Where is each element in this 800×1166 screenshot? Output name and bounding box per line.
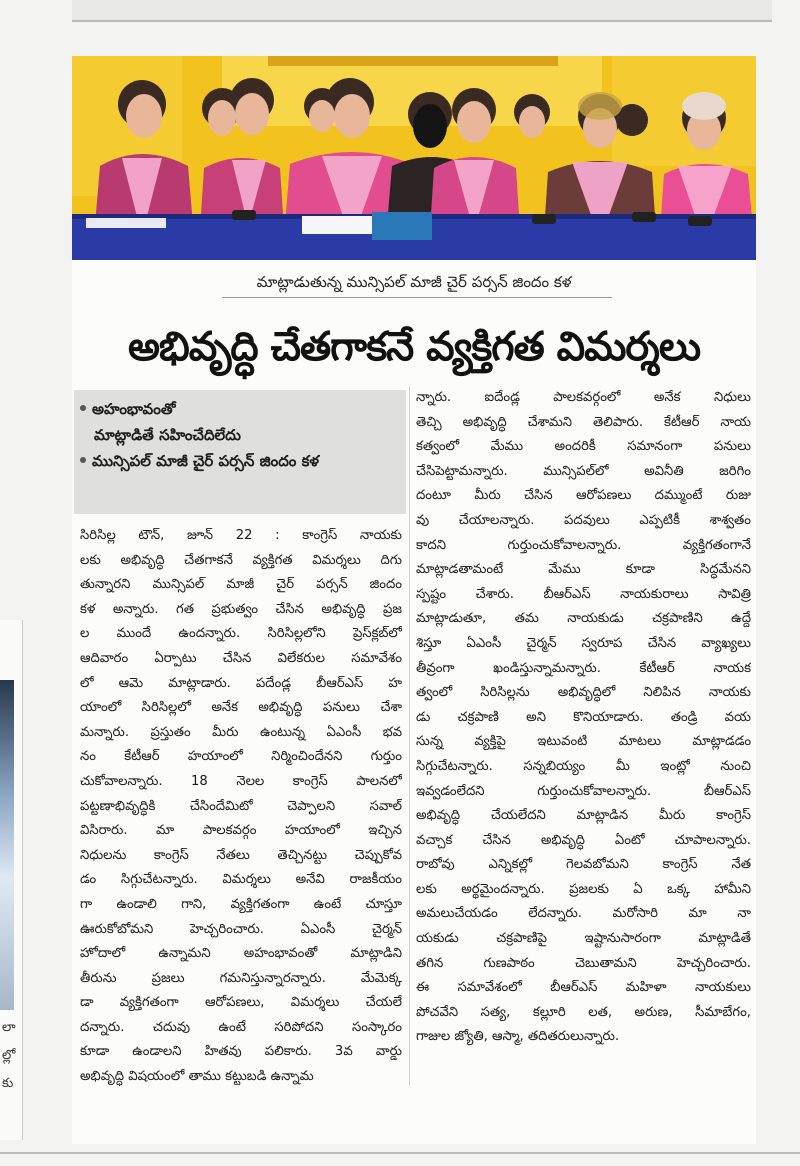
bullet-icon: [80, 405, 86, 411]
body-text-line: తగిన గుణపాఠం చెబుతామని హెచ్చరించారు.: [416, 955, 751, 971]
body-text-line: ల ముందే ఉందన్నారు. సిరిసిల్లలోని ప్రెస్‌క్లబ్‌లో: [80, 626, 402, 642]
highlight-item: [78, 396, 400, 422]
body-text-line: హోదాలో ఉన్నామని అహంభావంతో మాట్లాడిని: [80, 946, 402, 962]
body-text-line: రాబోవు ఎన్నికల్లో గెలవబోమని కాంగ్రెస్ నేత: [416, 857, 751, 873]
highlight-text: మున్సిపల్ మాజీ చైర్ పర్సన్ జిందం కళ: [92, 452, 320, 470]
body-text-line: సిరిసిల్ల టౌన్, జూన్ 22 : కాంగ్రెస్ నాయకు: [80, 528, 402, 543]
body-text-line: న్నారు. ఐదేండ్ల పాలకవర్గంలో అనేక నిధులు: [416, 390, 751, 405]
adjacent-article-fragment: [0, 620, 23, 1140]
body-text-line: పోచవేని సత్య, కల్లూరి లత, అరుణ, సీమాబేగం,: [416, 1004, 751, 1020]
body-column-left: [80, 524, 402, 1090]
body-text-line: డా వ్యక్తిగతంగా ఆరోపణలు, విమర్శలు చేయలే: [80, 995, 402, 1011]
body-text-line: మన్నారు. ప్రస్తుతం మీరు ఉంటున్న ఏఎంసీ భవ: [80, 724, 402, 740]
fragment-text: ల్లో: [2, 1048, 16, 1063]
fragment-text: కు: [2, 1076, 14, 1091]
body-text-line: ఇవ్వడంలేదని గుర్తుంచుకోవాలన్నారు. బీఆర్‌ఎస్: [416, 783, 751, 799]
body-text-line: అభివృద్ధి చేయలేదని మాట్లాడిన మీరు కాంగ్రెస్: [416, 808, 751, 824]
body-text-line: లకు అభివృద్ధి చేతగాకనే వ్యక్తిగత విమర్శలు దిగు: [80, 552, 402, 568]
adjacent-photo-strip: [0, 680, 14, 1010]
photo-caption: మాట్లాడుతున్న మున్సిపల్ మాజీ చైర్ పర్సన్ జిందం కళ: [256, 273, 572, 291]
bullet-icon: [80, 457, 86, 463]
body-text-line: డం సిగ్గుచేటన్నారు. విమర్శలు అనేవి రాజకీయం: [80, 872, 402, 888]
body-text-line: డు చక్రపాణి అని కొనియాడారు. తండ్రి వయ: [416, 709, 751, 725]
highlight-item-continued: మాట్లాడితే సహించేదిలేదు: [94, 426, 241, 444]
body-text-line: ఆదివారం ఏర్పాటు చేసిన విలేకరుల సమావేశం: [80, 650, 402, 666]
body-text-line: యకుడు చక్రపాణిపై ఇష్టానుసారంగా మాట్లాడితే: [416, 931, 751, 947]
body-text-line: నిధులను కాంగ్రెస్ నేతలు తెచ్చినట్టు చెప్పుకోవ: [80, 847, 402, 863]
page-bottom-rule: [0, 1152, 800, 1154]
news-article: [72, 56, 756, 1144]
body-text-line: అభివృద్ధి విషయంలో తాము కట్టుబడి ఉన్నామ: [80, 1069, 314, 1085]
body-text-line: కూడా ఉండాలని హితవు పలికారు. 3వ వార్డు: [80, 1044, 402, 1060]
body-text-line: తెచ్చి అభివృద్ధి చేశామని తెలిపారు. కేటీఆర్ నాయ: [416, 414, 751, 430]
body-text-line: లో ఆమె మాట్లాడారు. పదేండ్ల బీఆర్‌ఎస్ హ: [80, 675, 402, 691]
body-text-line: గాజుల జ్యోతి, ఆస్మా, తదితరులున్నారు.: [416, 1029, 620, 1045]
press-meet-photo: [72, 56, 756, 260]
body-text-line: చుకోవాలన్నారు. 18 నెలల కాంగ్రెస్ పాలనలో: [80, 773, 402, 789]
article-headline: అభివృద్ధి చేతగాకనే వ్యక్తిగత విమర్శలు: [127, 324, 701, 370]
body-text-line: అమలుచేయడం లేదన్నారు. మరోసారి మా నా: [416, 906, 751, 922]
body-text-line: పట్టణాభివృద్ధికి చేసిందేమిటో చెప్పాలని సవాల్: [80, 798, 402, 814]
top-clipped-strip: [72, 0, 772, 22]
body-text-line: కాదని గుర్తుంచుకోవాలన్నారు. వ్యక్తిగతంగానే: [416, 537, 751, 553]
body-text-line: దన్నారు. చదువు ఉంటే సరిపోదని సంస్కారం: [80, 1019, 402, 1035]
body-text-line: యాంలో సిరిసిల్లలో అనేక అభివృద్ధి పనులు చేశా: [80, 700, 402, 716]
body-text-line: చేసిపెట్టామన్నారు. మున్సిపల్‌లో అవినీతి జరిగిం: [416, 463, 751, 479]
body-text-line: తున్నారని మున్సిపల్ మాజీ చైర్ పర్సన్ జిందం: [80, 577, 402, 593]
body-text-line: వచ్చాక చేసిన అభివృద్ధి ఏంటో చూపాలన్నారు.: [416, 832, 751, 848]
body-text-line: నం కేటీఆర్ హయాంలో నిర్మించిందేనని గుర్తుం: [80, 749, 402, 765]
body-text-line: ఈ సమావేశంలో బీఆర్‌ఎస్ మహిళా నాయకులు: [416, 980, 751, 996]
body-text-line: కళ అన్నారు. గత ప్రభుత్వం చేసిన అభివృద్ధి ప్రజ: [80, 601, 402, 617]
body-text-line: విసిరారు. మా పాలకవర్గం హయాంలో ఇచ్చిన: [80, 823, 402, 839]
body-text-line: మాట్లాడతామంటే మేము కూడా సిద్ధమేనని: [416, 562, 751, 578]
article-photo: [72, 56, 756, 260]
body-text-line: తీవ్రంగా ఖండిస్తున్నామన్నారు. కేటీఆర్ నాయక: [416, 660, 751, 676]
body-text-line: దంటూ మీరు చేసిన ఆరోపణలు దమ్ముంటే రుజు: [416, 488, 751, 504]
column-divider: [409, 386, 410, 1086]
body-text-line: శిస్తూ ఏఎంసీ చైర్మన్ స్వరూప చేసిన వ్యాఖ్యలు: [416, 635, 751, 651]
fragment-text: లా: [2, 1020, 16, 1035]
body-text-line: కత్వంలో మేము అందరికీ సమానంగా పనులు: [416, 439, 751, 455]
body-text-line: లకు అర్థమైందన్నారు. ప్రజలకు ఏ ఒక్క హామీని: [416, 881, 751, 897]
highlight-item: [78, 448, 400, 474]
body-text-line: తీరును ప్రజలు గమనిస్తున్నారన్నారు. మేమెక్క: [80, 970, 402, 986]
body-text-line: గా ఉండాలి గాని, వ్యక్తిగతంగా ఉంటే చూస్తూ: [80, 896, 402, 912]
body-column-right: [416, 386, 751, 1050]
body-text-line: వు చేయాలన్నారు. పదవులు ఎప్పటికీ శాశ్వతం: [416, 512, 751, 528]
body-text-line: స్పష్టం చేశారు. బీఆర్‌ఎస్ నాయకురాలు సావిత్రి: [416, 586, 751, 602]
body-text-line: ఊరుకోబోమని హెచ్చరించారు. ఏఎంసీ చైర్మన్: [80, 921, 402, 937]
body-text-line: మాట్లాడుతూ, తమ నాయకుడు చక్రపాణిని ఉద్దే: [416, 611, 751, 627]
body-text-line: త్వంలో సిరిసిల్లను అభివృద్ధిలో నిలిపిన నాయకు: [416, 685, 751, 701]
body-text-line: సున్న వ్యక్తిపై ఇటువంటి మాటలు మాట్లాడడం: [416, 734, 751, 750]
highlights-box: [74, 390, 406, 514]
caption-underline: [222, 297, 612, 298]
body-text-line: సిగ్గుచేటన్నారు. సన్నబియ్యం మీ ఇంట్లో నుంచి: [416, 758, 751, 774]
highlight-text: అహంభావంతో: [92, 400, 176, 418]
